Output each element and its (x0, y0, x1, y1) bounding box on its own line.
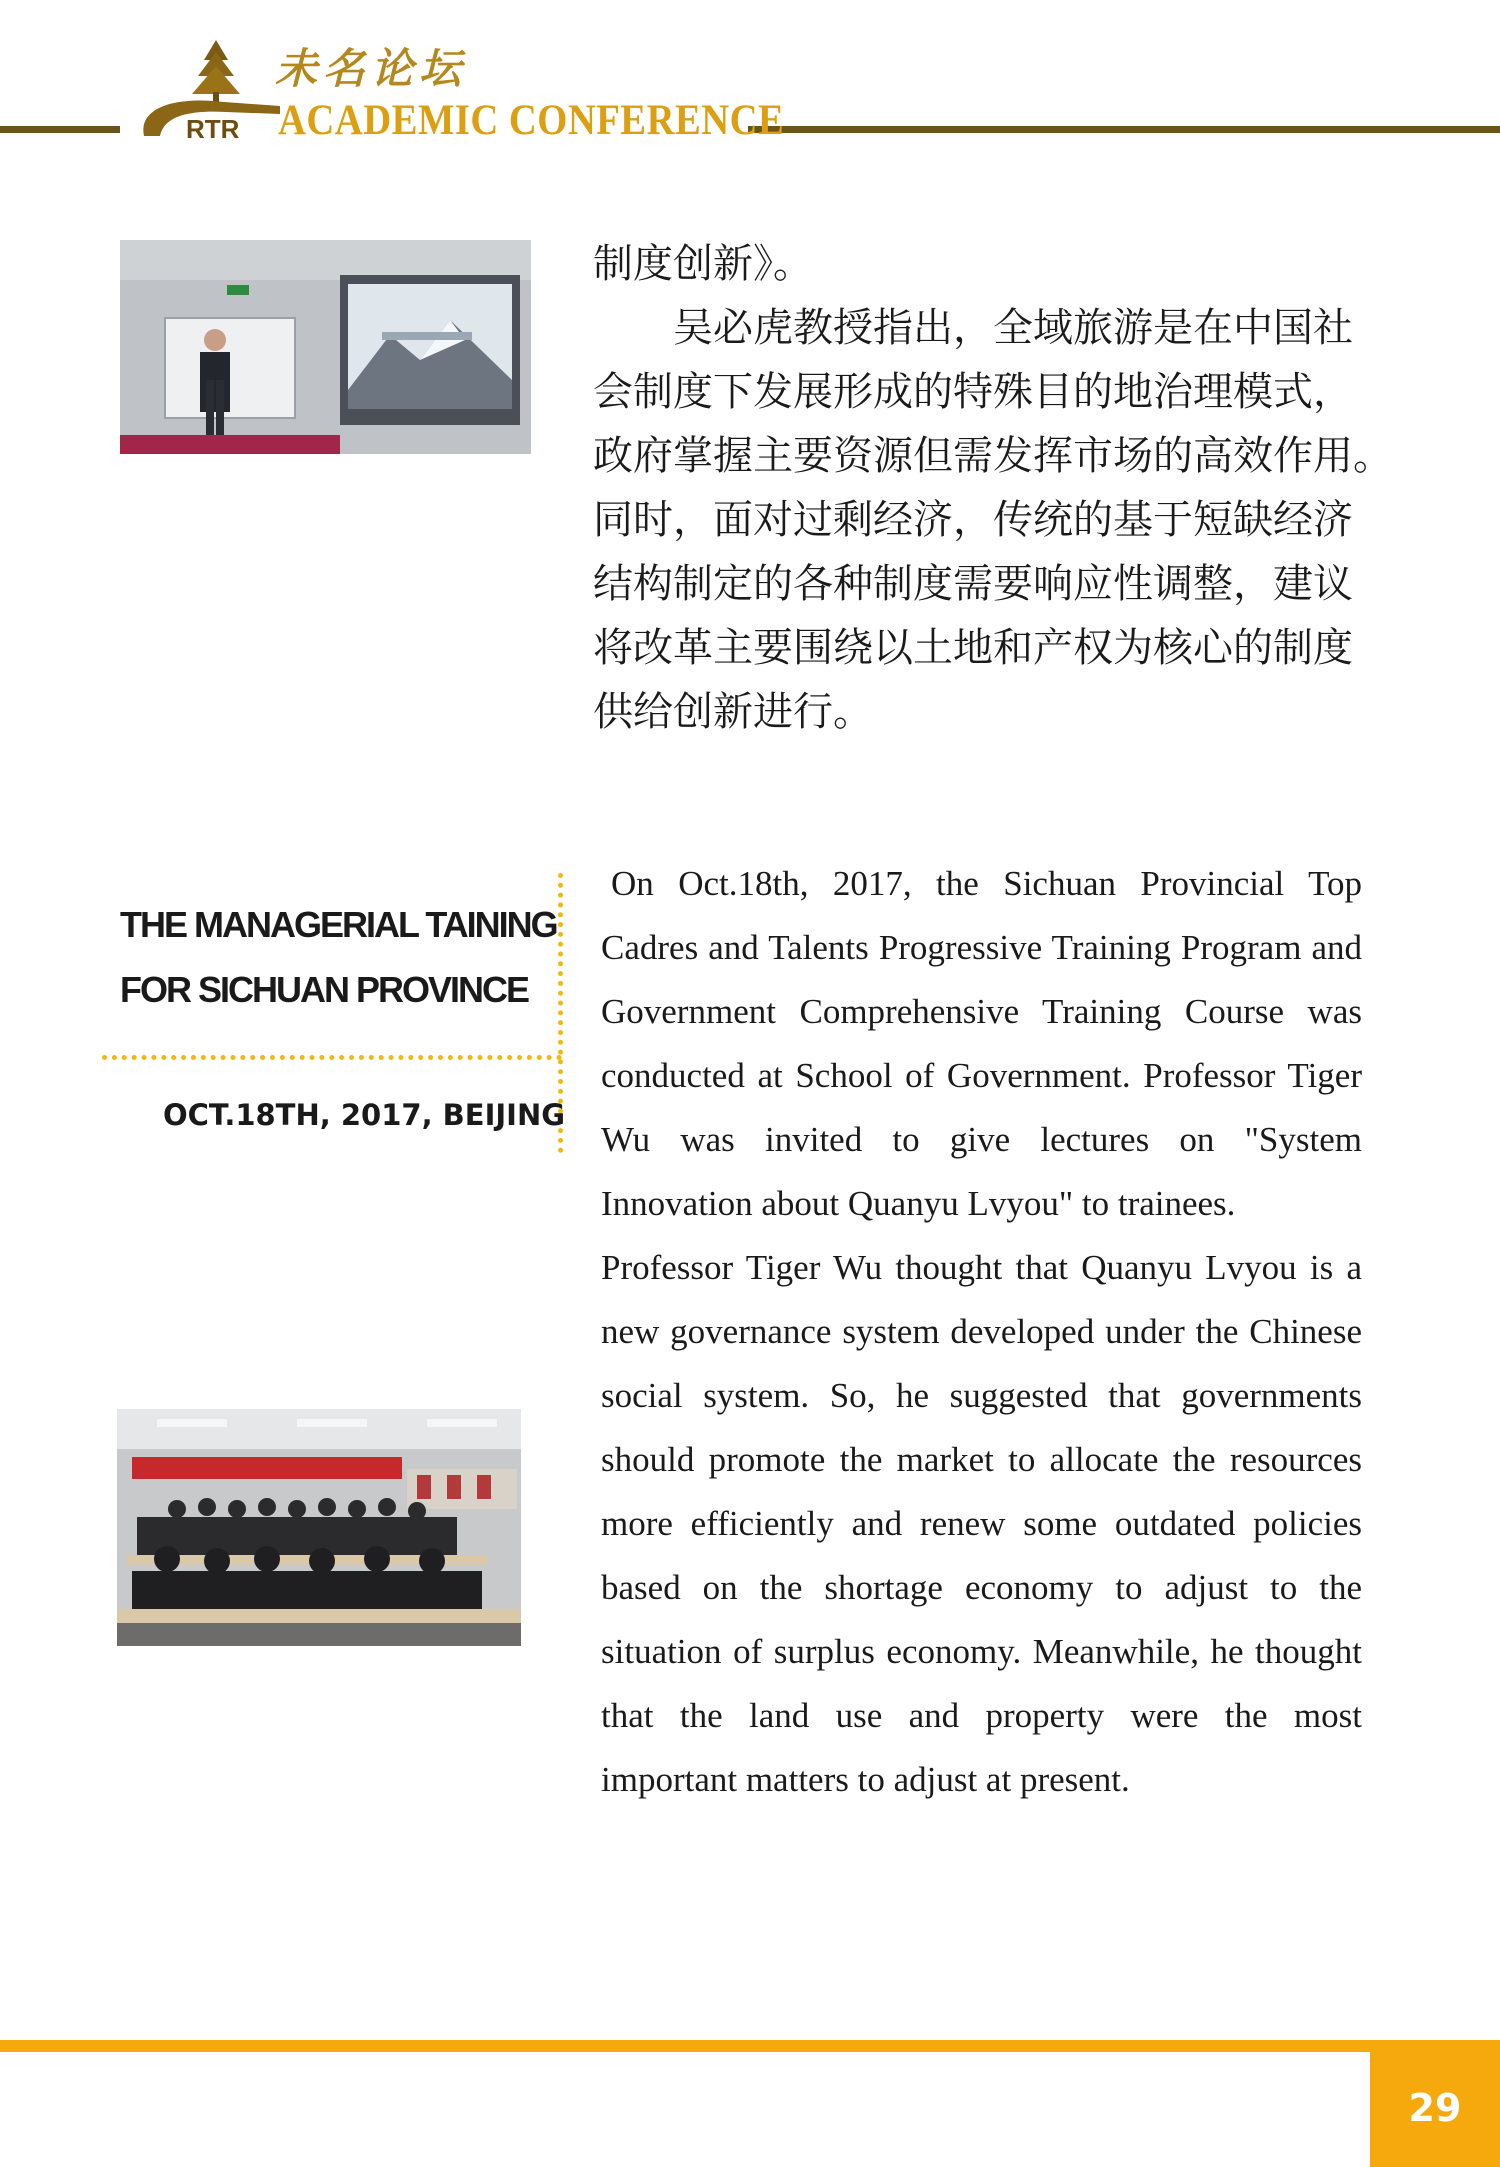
cn-line: 供给创新进行。 (593, 689, 873, 735)
header-rule-right (748, 126, 1500, 133)
cn-line: 会制度下发展形成的特殊目的地治理模式， (593, 369, 1353, 415)
article-paragraph-1: On Oct.18th, 2017, the Sichuan Provincial Top Cadres and Talents Progressive Training Program and Government Comprehensive Training Course was conducted at School of Government. Professor Tiger Wu was invited to give lectures on "System Innovation about Quanyu Lvyou" to trainees. (601, 864, 1362, 1223)
section-date: OCT.18TH, 2017, BEIJING (163, 1098, 566, 1132)
cn-line: 制度创新》。 (593, 241, 813, 287)
logo-text: RTR (186, 114, 240, 142)
cn-line: 政府掌握主要资源但需发挥市场的高效作用。 (593, 433, 1393, 479)
article-paragraph-2: Professor Tiger Wu thought that Quanyu Lvyou is a new governance system developed under the Chinese social system. So, he suggested that governments should promote the market to allocate the resources more efficiently and renew some outdated policies based on the shortage economy to adjust to the situation of surplus economy. Meanwhile, he thought that the land use and property were the most important matters to adjust at present. (601, 1248, 1362, 1799)
cn-line: 吴必虎教授指出，全域旅游是在中国社 (593, 305, 1353, 351)
page-number: 29 (1408, 2086, 1462, 2130)
cn-line: 结构制定的各种制度需要响应性调整，建议 (593, 561, 1353, 607)
header-en-title: ACADEMIC CONFERENCE (278, 97, 785, 144)
cn-line: 将改革主要围绕以土地和产权为核心的制度 (593, 625, 1353, 671)
dotted-divider-horizontal (102, 1055, 562, 1060)
chinese-paragraph (593, 232, 1393, 744)
section-title-line2: FOR SICHUAN PROVINCE (120, 969, 529, 1010)
lecture-photo (120, 240, 531, 454)
english-article (601, 852, 1362, 1812)
header-rule-left (0, 126, 120, 133)
footer-rule (0, 2040, 1370, 2052)
tree-logo-icon (134, 38, 284, 142)
section-title (120, 892, 557, 1022)
section-title-line1: THE MANAGERIAL TAINING (120, 904, 557, 945)
cn-line: 同时，面对过剩经济，传统的基于短缺经济 (593, 497, 1353, 543)
header-cn-title: 未名论坛 (275, 44, 468, 93)
classroom-photo (117, 1409, 521, 1646)
